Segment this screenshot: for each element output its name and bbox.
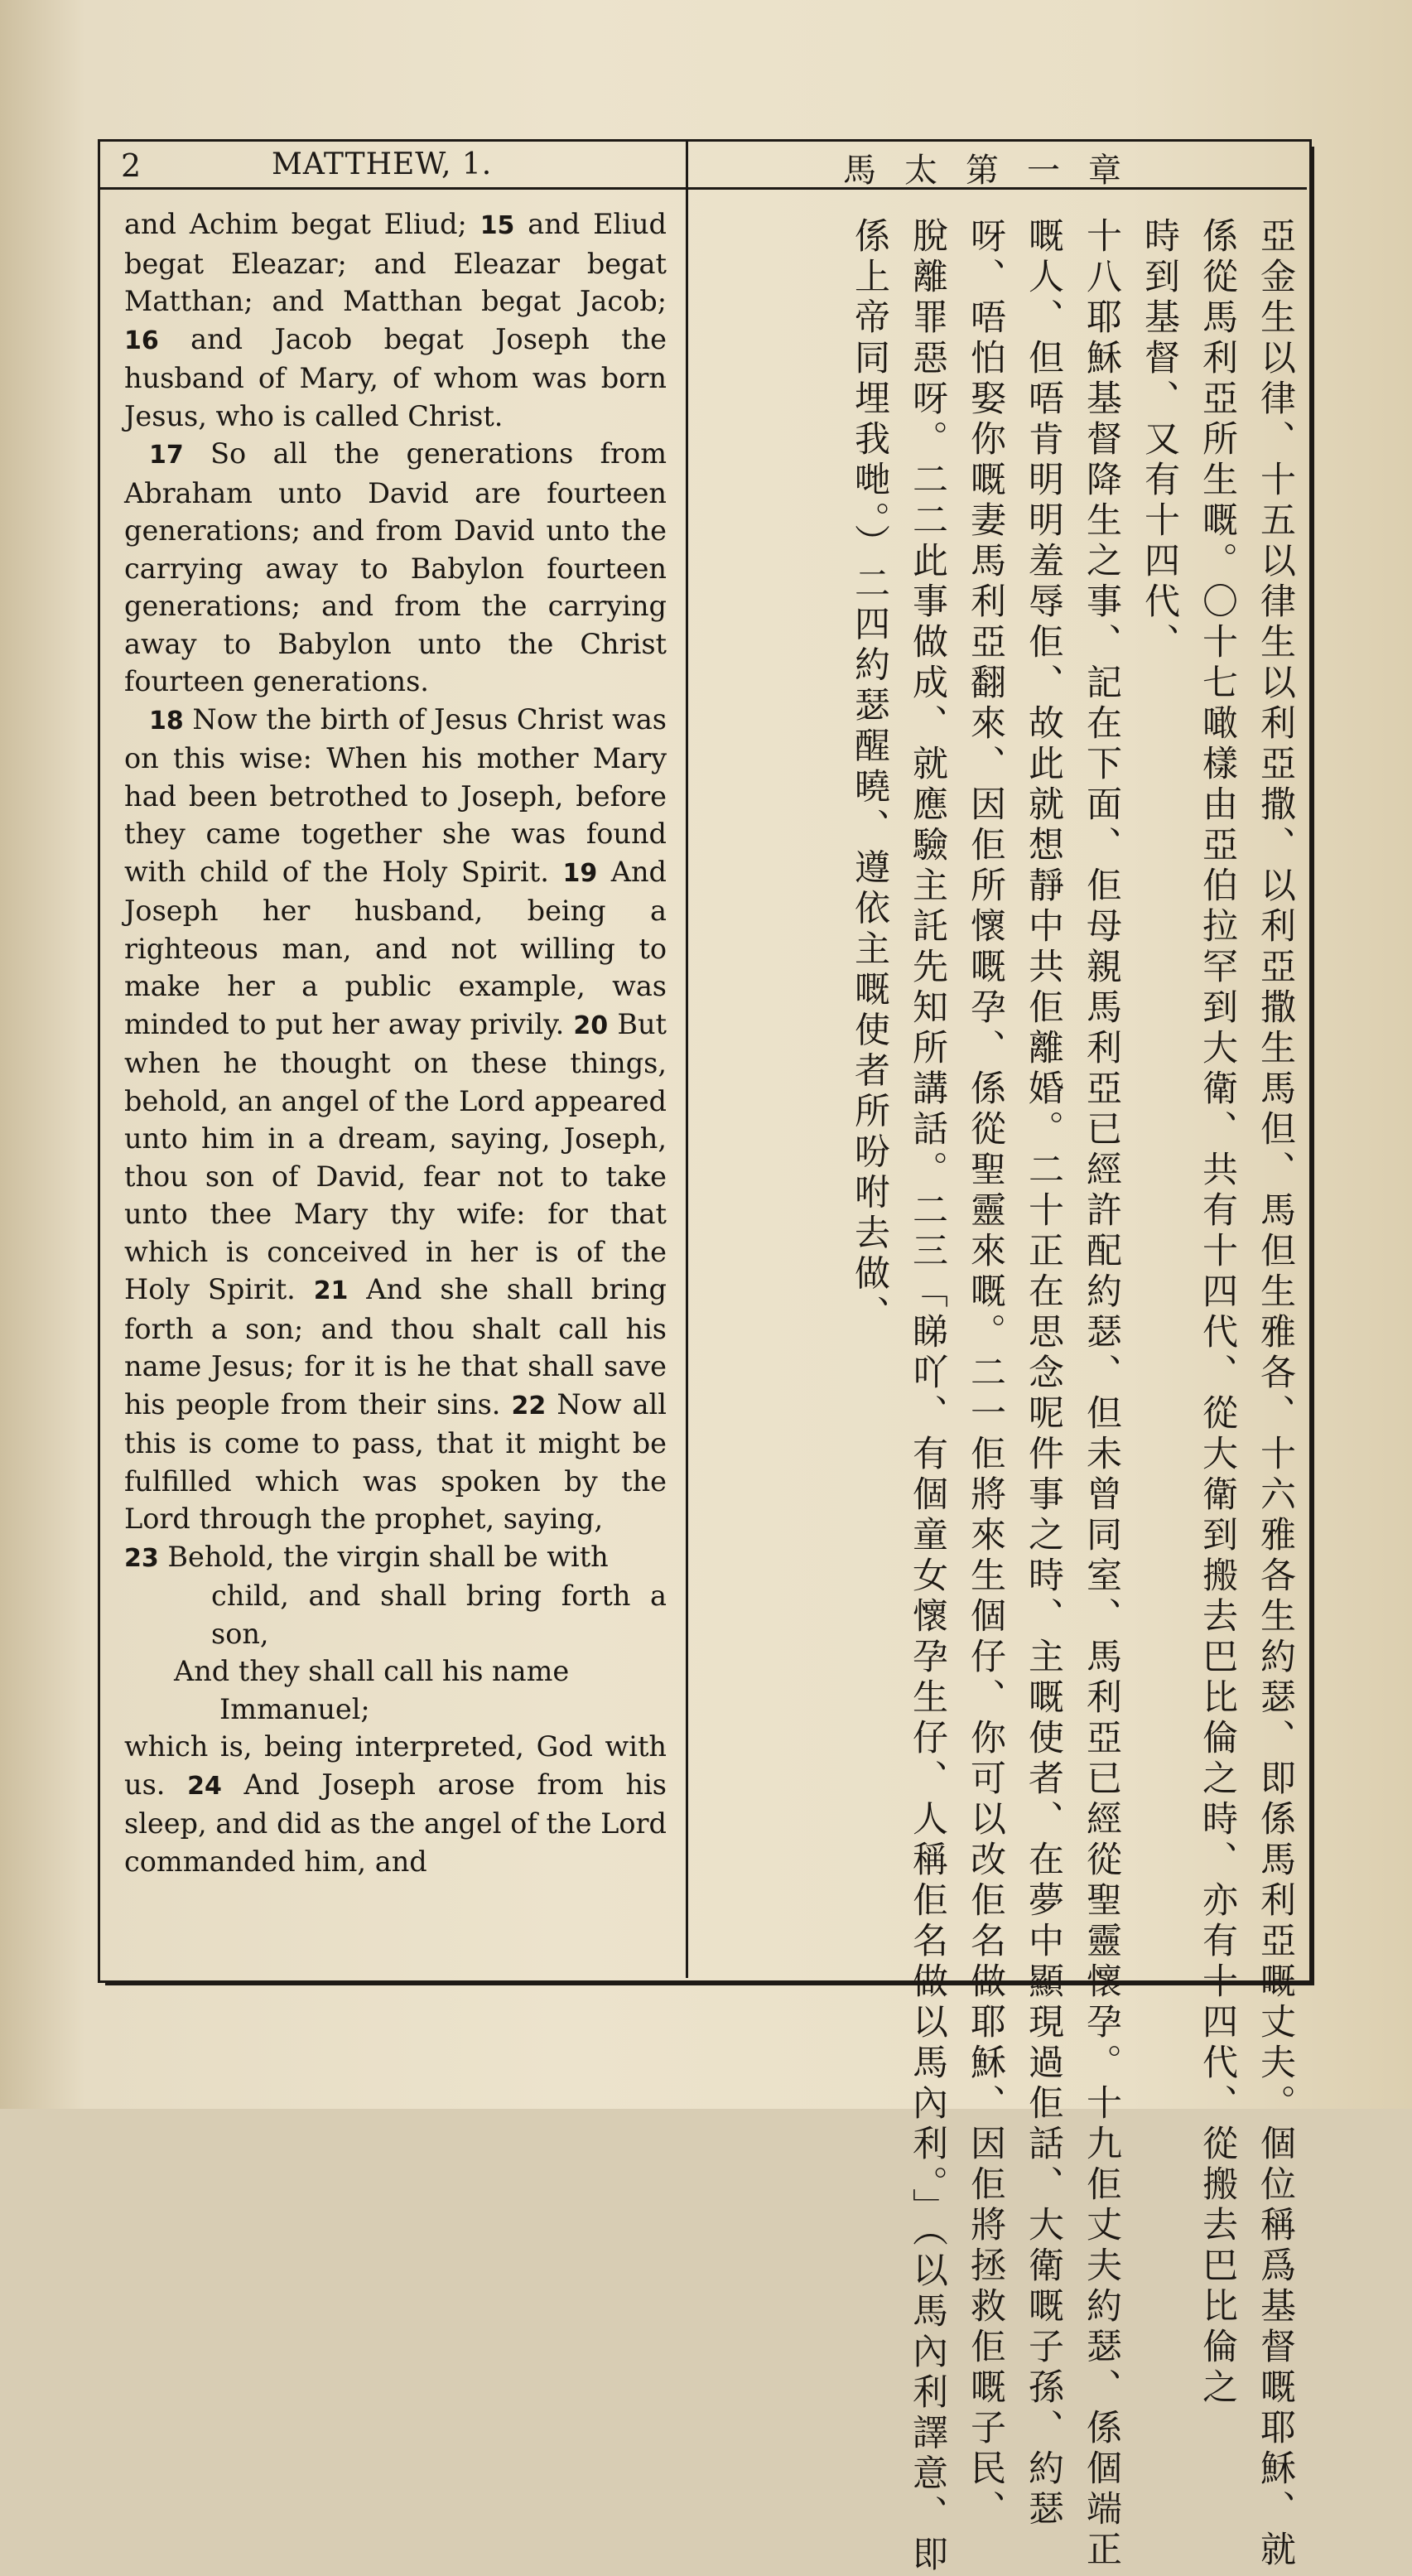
chinese-line: 亞金生以律、十五以律生以利亞撒、以利亞撒生馬但、馬但生雅各、十六雅各生約瑟、即係馬利亞嘅丈夫。個位稱爲基督嘅耶穌、就 xyxy=(1255,217,1296,2571)
verse-number: 18 xyxy=(149,706,184,736)
chinese-line: 時到基督、又有十四代、 xyxy=(1139,217,1180,663)
paragraph-18: 18 Now the birth of Jesus Christ was on this wise: When his mother Mary had been betrothed to Joseph, before they came together she was found with child of the Holy Spirit. 19 And Joseph her husband, being a righteous man, and not willing to make her a public example, was minded to put her away privily. 20 But when he thought on these things, behold, an angel of the Lord appeared unto him in a dream, saying, Joseph, thou son of David, fear not to take unto thee Mary thy wife: for that which is conceived in her is of the Holy Spirit. 21 And she shall bring forth a son; and thou shalt call his name Jesus; for it is he that shall save his people from their sins. 22 Now all this is come to pass, that it might be fulfilled which was spoken by the Lord through the prophet, saying, xyxy=(124,702,667,1535)
running-title: MATTHEW, 1. xyxy=(272,147,493,181)
page-header xyxy=(98,139,1307,190)
verse-number: 24 xyxy=(187,1771,222,1801)
chinese-line: 呀、唔怕娶你嘅妻馬利亞翻來、因佢所懷嘅孕、係從聖靈來嘅。二一佢將來生個仔、你可以改佢名做耶穌、因佢將拯救佢嘅子民、 xyxy=(965,217,1006,2530)
poem-line: Immanuel; xyxy=(219,1692,370,1725)
verse-number: 21 xyxy=(313,1276,349,1305)
verse-number: 17 xyxy=(149,441,184,470)
verse-number: 22 xyxy=(511,1391,547,1421)
poem-line: And they shall call his name xyxy=(174,1655,570,1687)
chinese-line: 係從馬利亞所生嘅。〇十七噉樣由亞伯拉罕到大衛、共有十四代、從大衛到搬去巴比倫之時、亦有十四代、從搬去巴比倫之 xyxy=(1197,217,1238,2409)
english-text-column xyxy=(124,205,667,1880)
paragraph-24: which is, being interpreted, God with us. 24 And Joseph arose from his sleep, and did as the angel of the Lord commanded him, and xyxy=(124,1730,667,1878)
paragraph-23: 23 Behold, the virgin shall be with xyxy=(124,1540,609,1573)
paragraph-17: 17 So all the generations from Abraham unto David are fourteen generations; and from David unto the carrying away to Babylon fourteen generations; and from the carrying away to Babylon unto the Christ fourteen generations. xyxy=(124,437,667,697)
verse-number: 19 xyxy=(562,858,598,888)
verse-number: 23 xyxy=(124,1543,159,1573)
chinese-line: 係上帝同埋我哋。）二四約瑟醒曉、遵依主嘅使者所吩咐去做、 xyxy=(849,217,890,1336)
page-number: 2 xyxy=(121,147,142,184)
verse-number: 15 xyxy=(480,211,515,240)
chinese-line: 十八耶穌基督降生之事、記在下面、佢母親馬利亞已經許配約瑟、但未曾同室、馬利亞已經從聖靈懷孕。十九佢丈夫約瑟、係個端正 xyxy=(1081,217,1122,2571)
chinese-running-title: 馬太第一章 xyxy=(843,152,1149,190)
chinese-line: 嘅人、但唔肯明明羞辱佢、故此就想靜中共佢離婚。二十正在思念呢件事之時、主嘅使者、在夢中顯現過佢話、大衛嘅子孫、約瑟 xyxy=(1023,217,1064,2530)
verse-number: 16 xyxy=(124,326,159,355)
column-divider xyxy=(686,187,688,1978)
chinese-line: 脫離罪惡呀。二二此事做成、就應驗主託先知所講話。二三「睇吖、有個童女懷孕生仔、人稱佢名做以馬內利。」（以馬內利譯意、即 xyxy=(907,217,948,2576)
verse-number: 20 xyxy=(573,1011,609,1040)
header-divider xyxy=(686,139,688,187)
poem-line: child, and shall bring forth a son, xyxy=(211,1580,667,1650)
paragraph-15-16: and Achim begat Eliud; 15 and Eliud begat Eleazar; and Eleazar begat Matthan; and Matthan begat Jacob; 16 and Jacob begat Joseph the husband of Mary, of whom was born Jesus, who is called Christ. xyxy=(124,208,667,432)
chinese-text-column xyxy=(702,217,1299,2576)
